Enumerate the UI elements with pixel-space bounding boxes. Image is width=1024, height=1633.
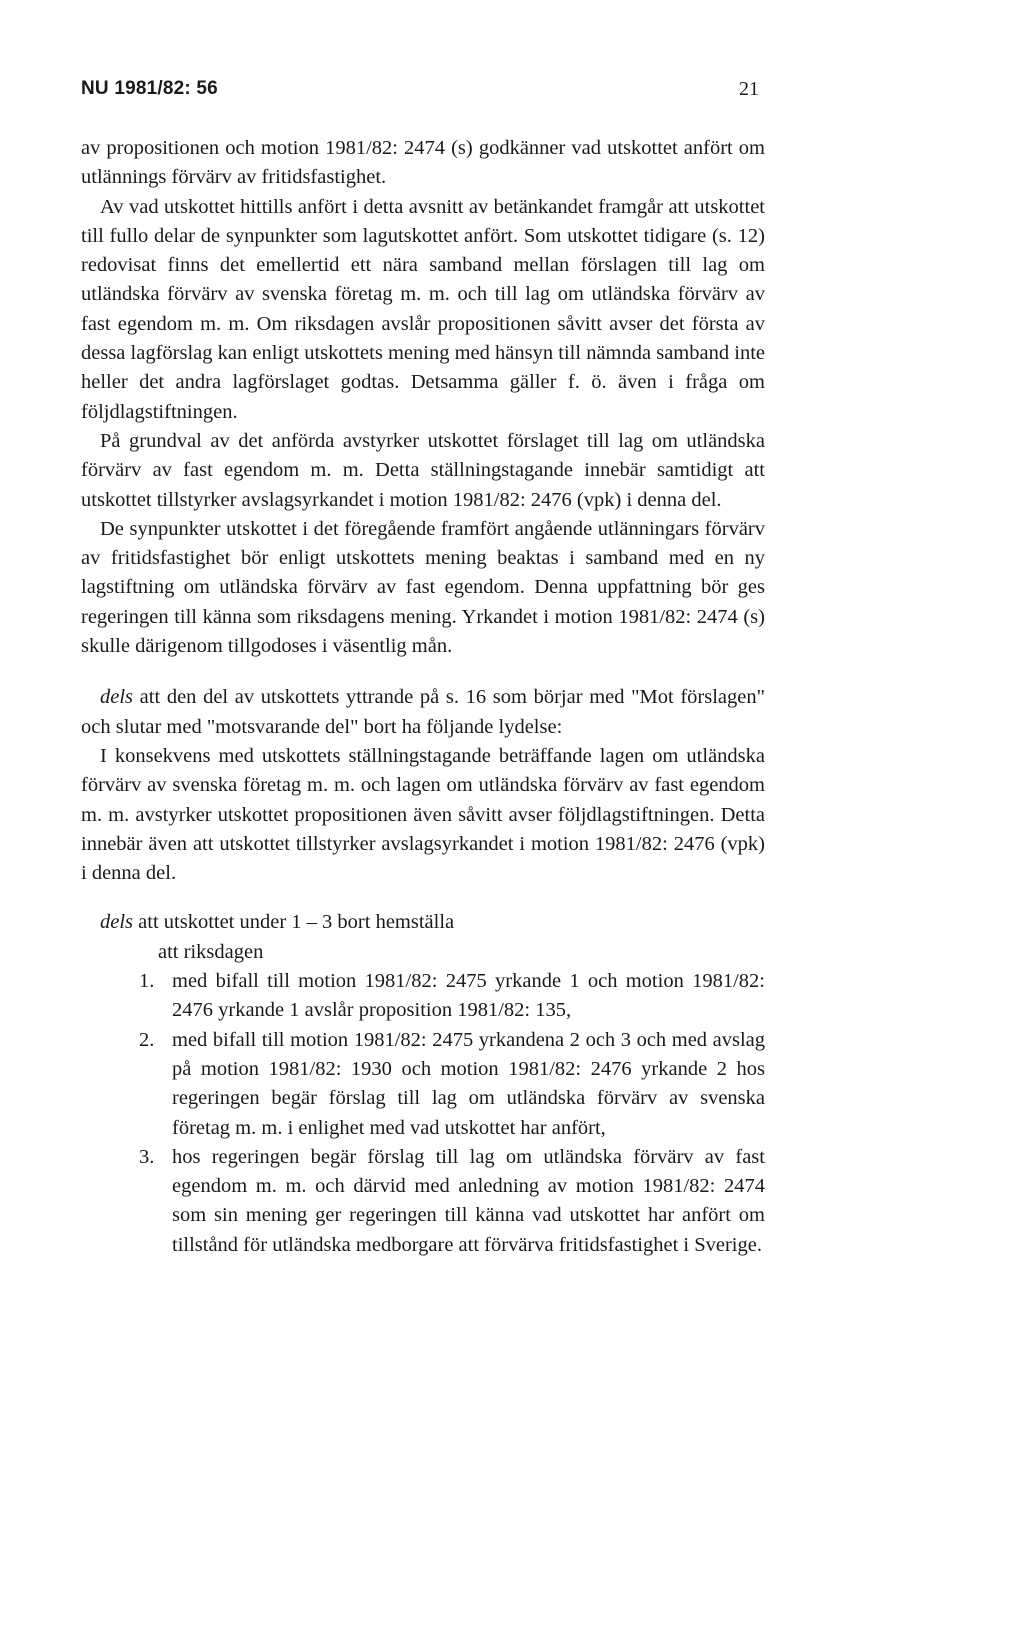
paragraph: På grundval av det anförda avstyrker utskottet förslaget till lag om utländska förvärv av fast egendom m. m. Detta ställningstagande innebär samtidigt att utskottet tillstyrker avslagsyrkandet i motion 1981/82: 2476 (vpk) i denna del. xyxy=(81,429,765,511)
paragraph: av propositionen och motion 1981/82: 2474 (s) godkänner vad utskottet anfört om utlännings förvärv av fritidsfastighet. xyxy=(81,137,765,189)
document-id: NU 1981/82: 56 xyxy=(81,78,218,99)
dels-quote: I konsekvens med utskottets ställningstagande beträffande lagen om utländska förvärv av svenska företag m. m. och lagen om utländska förvärv av fast egendom m. m. avstyrker utskottet propositionen även såvitt avser följdlagstiftningen. Detta innebär även att utskottet tillstyrker avslagsyrkandet i motion 1981/82: 2476 (vpk) i denna del. xyxy=(81,744,765,885)
dels-subtext: att riksdagen xyxy=(158,940,264,963)
proposal-list xyxy=(81,967,765,1260)
dels-label: dels xyxy=(100,911,134,934)
paragraph: De synpunkter utskottet i det föregående framfört angående utlänningars förvärv av fritidsfastighet bör enligt utskottets mening beaktas i samband med en ny lagstiftning om utländska förvärv av fast egendom. Denna uppfattning bör ges regeringen till känna som riksdagens mening. Yrkandet i motion 1981/82: 2474 (s) skulle därigenom tillgodoses i väsentlig mån. xyxy=(81,517,765,658)
list-item-number: 2. xyxy=(139,1028,155,1051)
list-item xyxy=(139,1026,765,1143)
page-header xyxy=(81,78,759,108)
list-item-text: med bifall till motion 1981/82: 2475 yrkande 1 och motion 1981/82: 2476 yrkande 1 avslår proposition 1981/82: 135, xyxy=(172,970,765,1022)
dels-intro-text: att den del av utskottets yttrande på s. 16 som börjar med "Mot förslagen" och slutar med "motsvarande del" bort ha följande lydelse: xyxy=(81,686,765,738)
paragraph: Av vad utskottet hittills anfört i detta avsnitt av betänkandet framgår att utskottet till fullo delar de synpunkter som lagutskottet anfört. Som utskottet tidigare (s. 12) redovisat finns det emellertid ett nära samband mellan förslagen till lag om utländska förvärv av svenska företag m. m. och till lag om utländska förvärv av fast egendom m. m. Om riksdagen avslår propositionen såvitt avser det första av dessa lagförslag kan enligt utskottets mening med hänsyn till nämnda samband inte heller det andra lagförslaget godtas. Detsamma gäller f. ö. även i fråga om följdlagstiftningen. xyxy=(81,195,765,423)
list-item-text: med bifall till motion 1981/82: 2475 yrkandena 2 och 3 och med avslag på motion 1981/82: 1930 och motion 1981/82: 2476 yrkande 2 hos regeringen begär förslag till lag om utländska förvärv av svenska företag m. m. i enlighet med vad utskottet har anfört, xyxy=(172,1028,765,1139)
dels-intro-text: att utskottet under 1 – 3 bort hemställa xyxy=(133,911,455,934)
list-item-number: 3. xyxy=(139,1145,155,1168)
list-item xyxy=(139,967,765,1026)
dels-block-proposal xyxy=(81,908,765,1260)
page-number: 21 xyxy=(739,78,759,100)
list-item xyxy=(139,1143,765,1260)
list-item-text: hos regeringen begär förslag till lag om utländska förvärv av fast egendom m. m. och därvid med anledning av motion 1981/82: 2474 som sin mening ger regeringen till känna vad utskottet har anfört om tillstånd för utländska medborgare att förvärva fritidsfastighet i Sverige. xyxy=(172,1145,765,1256)
document-body xyxy=(81,134,765,1260)
dels-intro xyxy=(81,908,765,937)
list-item-number: 1. xyxy=(139,970,155,993)
dels-label: dels xyxy=(100,686,134,709)
dels-intro xyxy=(81,683,765,742)
dels-block-wording xyxy=(81,683,765,888)
